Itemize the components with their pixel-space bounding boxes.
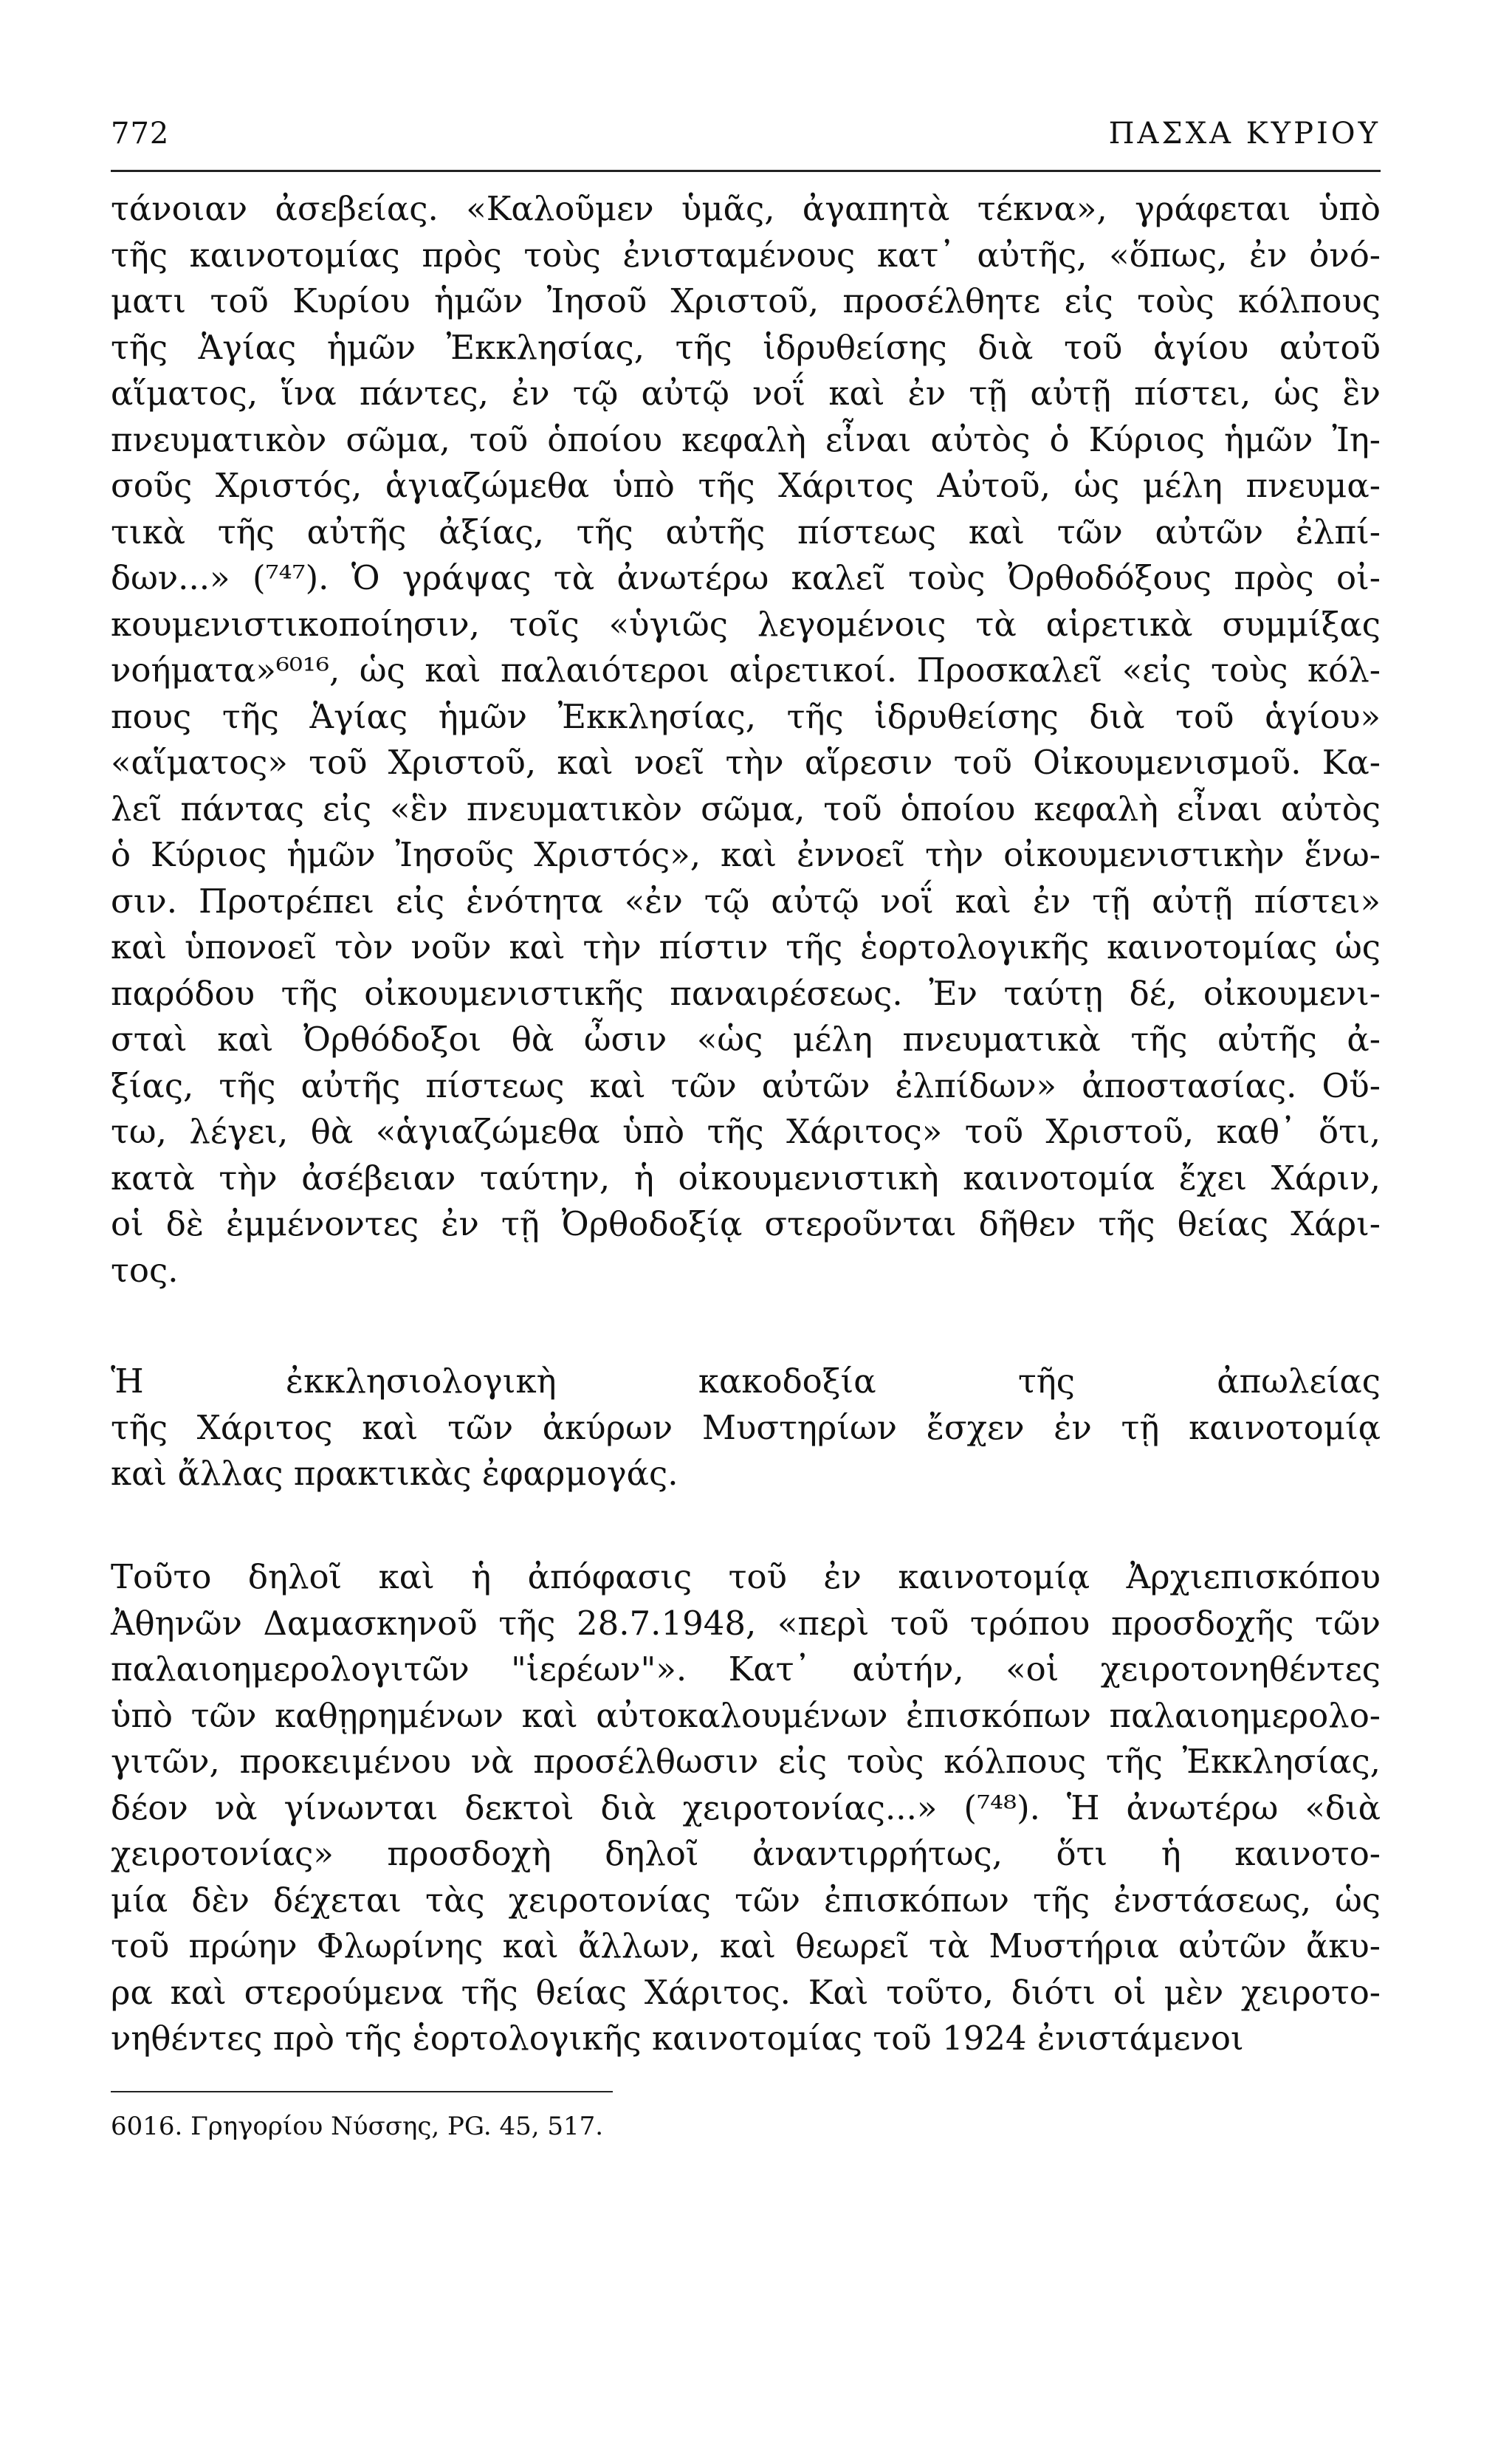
text-line: αἵματος, ἵνα πάντες, ἐν τῷ αὐτῷ νοΐ καὶ ἐν τῇ αὐτῇ πίστει, ὡς ἓν [111,374,1381,413]
text-line: τῆς καινοτομίας πρὸς τοὺς ἐνισταμένους κατ᾽ αὐτῆς, «ὅπως, ἐν ὀνό- [111,235,1381,275]
text-line: νηθέντες πρὸ τῆς ἑορτολογικῆς καινοτομίας τοῦ 1924 ἐνιστάμενοι [111,2019,1244,2058]
footnote-divider [111,2091,613,2092]
text-line: τω, λέγει, θὰ «ἁγιαζώμεθα ὑπὸ τῆς Χάριτος» τοῦ Χριστοῦ, καθ᾽ ὅτι, [111,1112,1381,1151]
text-line: σιν. Προτρέπει εἰς ἑνότητα «ἐν τῷ αὐτῷ νοΐ καὶ ἐν τῇ αὐτῇ πίστει» [111,881,1381,921]
text-line: γιτῶν, προκειμένου νὰ προσέλθωσιν εἰς τοὺς κόλπους τῆς Ἐκκλησίας, [111,1742,1381,1781]
text-line: ματι τοῦ Κυρίου ἡμῶν Ἰησοῦ Χριστοῦ, προσέλθητε εἰς τοὺς κόλπους [111,281,1381,320]
text-line: ξίας, τῆς αὐτῆς πίστεως καὶ τῶν αὐτῶν ἐλπίδων» ἀποστασίας. Οὕ- [111,1065,1381,1105]
text-line: ὑπὸ τῶν καθῃρημένων καὶ αὐτοκαλουμένων ἐπισκόπων παλαιοημερολο- [111,1695,1381,1735]
text-line: τος. [111,1250,179,1290]
text-line: καὶ ἄλλας πρακτικὰς ἐφαρμογάς. [111,1454,678,1493]
page-number: 772 [111,117,170,151]
running-title: ΠΑΣΧΑ ΚΥΡΙΟΥ [1108,117,1381,151]
text-line: πους τῆς Ἁγίας ἡμῶν Ἐκκλησίας, τῆς ἱδρυθείσης διὰ τοῦ ἁγίου» [111,696,1381,736]
text-line: μία δὲν δέχεται τὰς χειροτονίας τῶν ἐπισκόπων τῆς ἐνστάσεως, ὡς [111,1880,1381,1920]
text-line: ὁ Κύριος ἡμῶν Ἰησοῦς Χριστός», καὶ ἐννοεῖ τὴν οἰκουμενιστικὴν ἕνω- [111,835,1381,874]
text-line: κατὰ τὴν ἀσέβειαν ταύτην, ἡ οἰκουμενιστικὴ καινοτομία ἔχει Χάριν, [111,1158,1381,1198]
text-line: νοήματα»⁶⁰¹⁶, ὡς καὶ παλαιότεροι αἱρετικοί. Προσκαλεῖ «εἰς τοὺς κόλ- [111,650,1381,690]
paragraph-1 [111,186,1381,1294]
text-line: παρόδου τῆς οἰκουμενιστικῆς παναιρέσεως. Ἐν ταύτῃ δέ, οἰκουμενι- [111,973,1381,1013]
text-line: τῆς Ἁγίας ἡμῶν Ἐκκλησίας, τῆς ἱδρυθείσης διὰ τοῦ ἁγίου αὐτοῦ [111,327,1381,367]
text-line: ρα καὶ στερούμενα τῆς θείας Χάριτος. Καὶ τοῦτο, διότι οἱ μὲν χειροτο- [111,1972,1381,2012]
text-line: δων...» (⁷⁴⁷). Ὁ γράψας τὰ ἀνωτέρω καλεῖ τοὺς Ὀρθοδόξους πρὸς οἰ- [111,558,1381,597]
text-line: οἱ δὲ ἐμμένοντες ἐν τῇ Ὀρθοδοξίᾳ στεροῦνται δῆθεν τῆς θείας Χάρι- [111,1204,1381,1243]
text-line: χειροτονίας» προσδοχὴ δηλοῖ ἀναντιρρήτως, ὅτι ἡ καινοτο- [111,1834,1381,1873]
text-line: Ἡ ἐκκλησιολογικὴ κακοδοξία τῆς ἀπωλείας [111,1361,1381,1401]
text-line: πνευματικὸν σῶμα, τοῦ ὁποίου κεφαλὴ εἶναι αὐτὸς ὁ Κύριος ἡμῶν Ἰη- [111,419,1381,459]
text-line: καὶ ὑπονοεῖ τὸν νοῦν καὶ τὴν πίστιν τῆς ἑορτολογικῆς καινοτομίας ὡς [111,927,1381,966]
text-line: λεῖ πάντας εἰς «ἓν πνευματικὸν σῶμα, τοῦ ὁποίου κεφαλὴ εἶναι αὐτὸς [111,789,1381,828]
text-line: τοῦ πρώην Φλωρίνης καὶ ἄλλων, καὶ θεωρεῖ τὰ Μυστήρια αὐτῶν ἄκυ- [111,1926,1381,1965]
text-line: δέον νὰ γίνωνται δεκτοὶ διὰ χειροτονίας...» (⁷⁴⁸). Ἡ ἀνωτέρω «διὰ [111,1788,1381,1827]
text-line: σοῦς Χριστός, ἁγιαζώμεθα ὑπὸ τῆς Χάριτος Αὐτοῦ, ὡς μέλη πνευμα- [111,466,1381,505]
text-line: τῆς Χάριτος καὶ τῶν ἀκύρων Μυστηρίων ἔσχεν ἐν τῇ καινοτομίᾳ [111,1407,1381,1447]
text-line: σταὶ καὶ Ὀρθόδοξοι θὰ ὦσιν «ὡς μέλη πνευματικὰ τῆς αὐτῆς ἀ- [111,1020,1381,1059]
text-line: παλαιοημερολογιτῶν "ἱερέων"». Κατ᾽ αὐτήν, «οἱ χειροτονηθέντες [111,1649,1381,1689]
text-line: τάνοιαν ἀσεβείας. «Καλοῦμεν ὑμᾶς, ἀγαπητὰ τέκνα», γράφεται ὑπὸ [111,189,1381,228]
text-line: τικὰ τῆς αὐτῆς ἀξίας, τῆς αὐτῆς πίστεως καὶ τῶν αὐτῶν ἐλπί- [111,512,1381,552]
text-line: Τοῦτο δηλοῖ καὶ ἡ ἀπόφασις τοῦ ἐν καινοτομίᾳ Ἀρχιεπισκόπου [111,1557,1381,1596]
text-line: Ἀθηνῶν Δαμασκηνοῦ τῆς 28.7.1948, «περὶ τοῦ τρόπου προσδοχῆς τῶν [111,1603,1381,1643]
footnote: 6016. Γρηγορίου Νύσσης, PG. 45, 517. [111,2112,604,2141]
text-line: κουμενιστικοποίησιν, τοῖς «ὑγιῶς λεγομένοις τὰ αἱρετικὰ συμμίξας [111,604,1381,644]
paragraph-3 [111,1554,1381,2062]
page-header [111,111,1381,172]
text-line: «αἵματος» τοῦ Χριστοῦ, καὶ νοεῖ τὴν αἵρεσιν τοῦ Οἰκουμενισμοῦ. Κα- [111,743,1381,782]
paragraph-2 [111,1359,1381,1497]
